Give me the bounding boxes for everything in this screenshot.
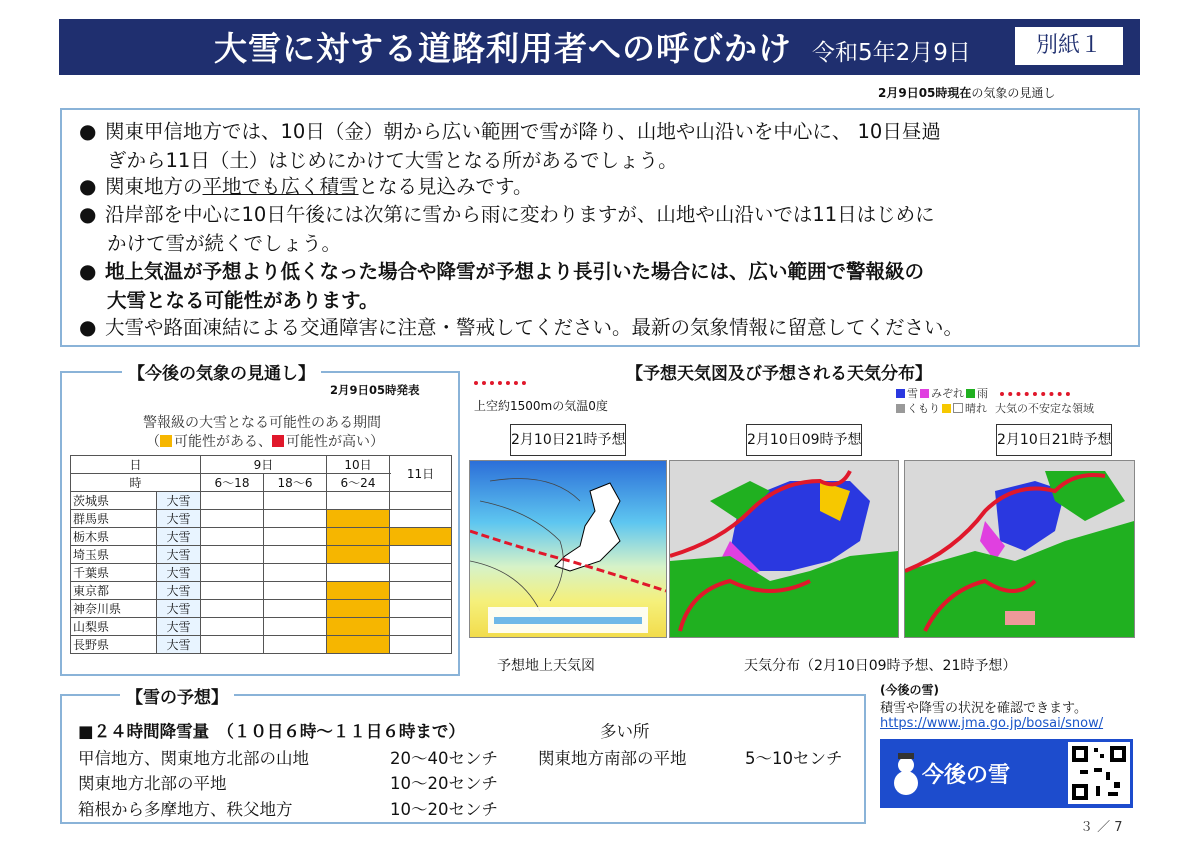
bullet-5: ● 大雪や路面凍結による交通障害に注意・警戒してください。最新の気象情報に留意してください。 (79, 313, 963, 342)
hazard-kind: 大雪 (157, 492, 201, 510)
page-title: 大雪に対する道路利用者への呼びかけ (214, 29, 792, 68)
period-cell (201, 600, 264, 618)
outlook-issued: 2月9日05時発表 (330, 383, 420, 397)
period-cell (327, 564, 390, 582)
outlook-row (71, 492, 452, 510)
header-slot: 6～24 (327, 474, 390, 492)
outlook-caption: 警報級の大雪となる可能性のある期間 (143, 415, 381, 431)
prefecture-name: 茨城県 (71, 492, 157, 510)
snowman-icon (886, 749, 926, 799)
page-number: ３ ／ 7 (1080, 820, 1123, 835)
freezing-line-legend (474, 381, 526, 385)
header-slot: 18～6 (264, 474, 327, 492)
surface-map-graphic (470, 461, 666, 637)
period-cell (264, 492, 327, 510)
bullet-dot: ● (79, 119, 97, 143)
period-cell (201, 636, 264, 654)
period-cell (390, 510, 452, 528)
period-cell (201, 582, 264, 600)
period-cell (327, 492, 390, 510)
period-cell (390, 546, 452, 564)
hazard-kind: 大雪 (157, 582, 201, 600)
period-cell (264, 636, 327, 654)
weather-distribution-map-09 (669, 460, 899, 638)
snow-region-2: 関東地方南部の平地 (538, 749, 687, 768)
period-cell (264, 618, 327, 636)
bullet-dot: ● (79, 202, 97, 226)
outlook-heading: 【今後の気象の見通し】 (122, 359, 321, 384)
header-day11: 11日 (390, 456, 452, 492)
period-cell (327, 636, 390, 654)
snow-amount-3: 10～20センチ (390, 774, 498, 793)
weather-distribution-map-21 (904, 460, 1135, 638)
bullet-dot: ● (79, 259, 97, 283)
surface-map-caption: 予想地上天気図 (497, 658, 595, 674)
qr-code-icon (1068, 742, 1130, 804)
outlook-table (70, 455, 452, 654)
attachment-badge: 別紙１ (1014, 26, 1124, 66)
map2-label: 2月10日09時予想 (746, 424, 862, 456)
period-cell (264, 528, 327, 546)
forecast-heading: 【予想天気図及び予想される天気分布】 (620, 359, 938, 384)
header-time: 時 (71, 474, 201, 492)
period-cell (327, 618, 390, 636)
outlook-row (71, 528, 452, 546)
header-slot: 6～18 (201, 474, 264, 492)
period-cell (201, 618, 264, 636)
period-cell (201, 564, 264, 582)
possible-swatch (160, 435, 172, 447)
prefecture-name: 神奈川県 (71, 600, 157, 618)
as-of-note: 2月9日05時現在の気象の見通し (878, 86, 1056, 100)
bullet-3: ● 沿岸部を中心に10日午後には次第に雪から雨に変わりますが、山地や山沿いでは11日はじめに かけて雪が続くでしょう。 (79, 202, 935, 255)
high-swatch (272, 435, 284, 447)
bullet-4: ● 地上気温が予想より低くなった場合や降雪が予想より長引いた場合には、広い範囲で警報級の 大雪となる可能性があります。 (79, 259, 925, 312)
period-cell (264, 582, 327, 600)
period-cell (201, 546, 264, 564)
period-cell (390, 528, 452, 546)
outlook-row (71, 582, 452, 600)
period-cell (390, 600, 452, 618)
distribution-map-caption: 天気分布（2月10日09時予想、21時予想） (744, 658, 1017, 674)
future-snow-heading: (今後の雪) (880, 683, 939, 697)
period-cell (264, 546, 327, 564)
banner-label: 今後の雪 (922, 763, 1011, 788)
outlook-row (71, 636, 452, 654)
period-cell (201, 528, 264, 546)
period-cell (201, 492, 264, 510)
period-cell (327, 510, 390, 528)
bullet-2: ● 関東地方の平地でも広く積雪となる見込みです。 (79, 172, 532, 201)
hazard-kind: 大雪 (157, 510, 201, 528)
bullet-dot: ● (79, 315, 97, 339)
snow-region-1: 甲信地方、関東地方北部の山地 (78, 749, 309, 768)
prefecture-name: 埼玉県 (71, 546, 157, 564)
period-cell (264, 564, 327, 582)
outlook-row (71, 510, 452, 528)
hazard-kind: 大雪 (157, 636, 201, 654)
snow-forecast-title: ■２４時間降雪量 （１０日６時～１１日６時まで） (78, 722, 465, 741)
future-snow-link[interactable]: https://www.jma.go.jp/bosai/snow/ (880, 716, 1104, 731)
snow-forecast-many: 多い所 (600, 722, 650, 741)
hazard-kind: 大雪 (157, 546, 201, 564)
hazard-kind: 大雪 (157, 600, 201, 618)
prefecture-name: 長野県 (71, 636, 157, 654)
period-cell (390, 618, 452, 636)
weather-map-21-graphic (905, 461, 1134, 637)
weather-map-09-graphic (670, 461, 898, 637)
map3-label: 2月10日21時予想 (996, 424, 1112, 456)
period-cell (327, 528, 390, 546)
prefecture-name: 山梨県 (71, 618, 157, 636)
period-cell (390, 636, 452, 654)
map1-label: 2月10日21時予想 (510, 424, 626, 456)
future-snow-description: 積雪や降雪の状況を確認できます。 (880, 701, 1087, 716)
hazard-kind: 大雪 (157, 564, 201, 582)
period-cell (390, 582, 452, 600)
outlook-row (71, 618, 452, 636)
outlook-caption-legend: （ 可能性がある、 可能性が高い） (146, 434, 384, 450)
prefecture-name: 栃木県 (71, 528, 157, 546)
period-cell (390, 564, 452, 582)
snow-region-4: 箱根から多摩地方、秩父地方 (78, 800, 293, 819)
snow-amount-4: 10～20センチ (390, 800, 498, 819)
period-cell (327, 582, 390, 600)
period-cell (201, 510, 264, 528)
period-cell (390, 492, 452, 510)
period-cell (327, 546, 390, 564)
period-cell (327, 600, 390, 618)
bullet-dot: ● (79, 174, 97, 198)
freezing-line-label: 上空約1500mの気温0度 (474, 399, 608, 413)
snow-forecast-heading: 【雪の予想】 (120, 683, 234, 708)
outlook-row (71, 600, 452, 618)
period-cell (264, 600, 327, 618)
weather-legend: 雪 みぞれ 雨 くもり 晴れ 大気の不安定な領域 (896, 386, 1122, 418)
prefecture-name: 東京都 (71, 582, 157, 600)
prefecture-name: 群馬県 (71, 510, 157, 528)
header-day9: 9日 (201, 456, 327, 474)
outlook-row (71, 564, 452, 582)
surface-weather-map (469, 460, 667, 638)
header-date: 令和5年2月9日 (812, 40, 971, 66)
bullet-1: ● 関東甲信地方では、10日（金）朝から広い範囲で雪が降り、山地や山沿いを中心に、 10日昼過 ぎから11日（土）はじめにかけて大雪となる所があるでしょう。 (79, 119, 941, 172)
hazard-kind: 大雪 (157, 618, 201, 636)
header-day10: 10日 (327, 456, 390, 474)
snow-amount-2: 5～10センチ (745, 749, 843, 768)
snow-amount-1: 20～40センチ (390, 749, 498, 768)
prefecture-name: 千葉県 (71, 564, 157, 582)
period-cell (264, 510, 327, 528)
hazard-kind: 大雪 (157, 528, 201, 546)
snow-region-3: 関東地方北部の平地 (78, 774, 227, 793)
header-day: 日 (71, 456, 201, 474)
outlook-row (71, 546, 452, 564)
